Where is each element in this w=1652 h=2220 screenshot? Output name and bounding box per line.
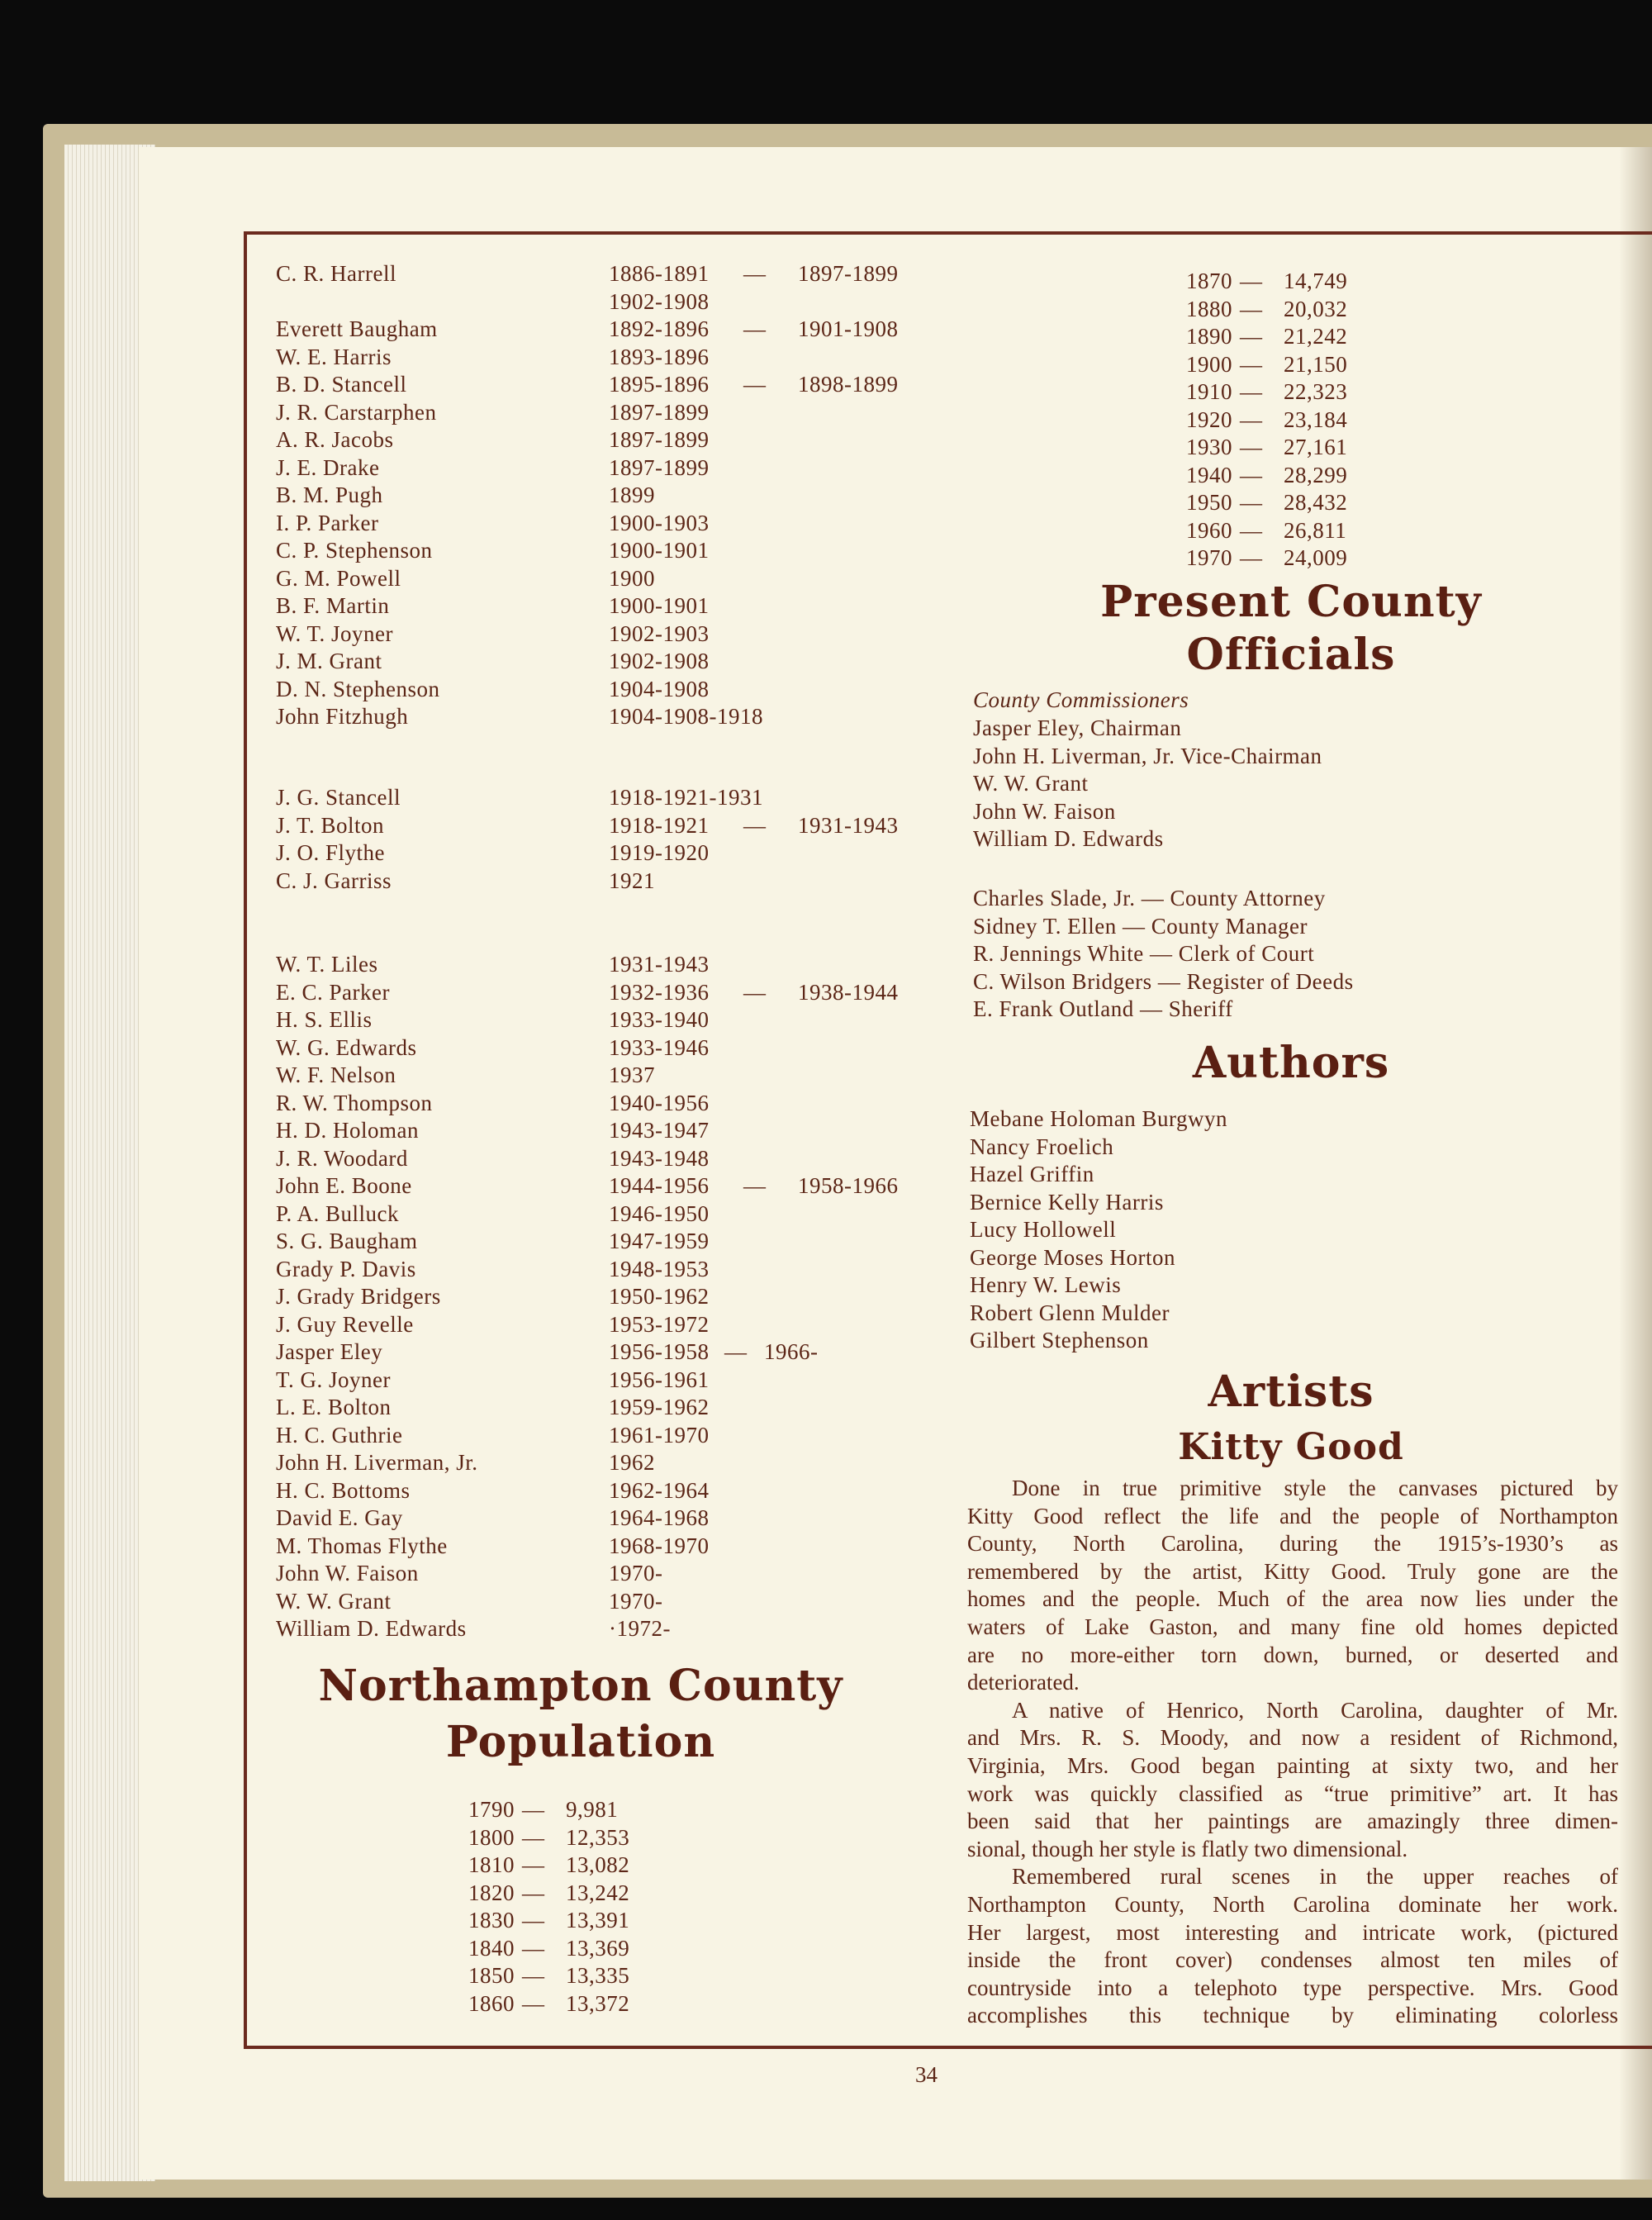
commissioner-name: G. M. Powell: [276, 565, 401, 591]
body-text-line: deteriorated.: [967, 1670, 1080, 1695]
commissioner-second-term: 1898-1899: [798, 372, 899, 397]
population-value: 22,323: [1284, 379, 1348, 404]
commissioner-name: H. S. Ellis: [276, 1007, 373, 1032]
commissioner-second-term: 1931-1943: [798, 812, 899, 838]
commissioner-term: 1970-: [609, 1561, 663, 1585]
population-dash: —: [1240, 296, 1263, 321]
artist-name-heading: Kitty Good: [1178, 1426, 1404, 1468]
population-year: 1810: [468, 1852, 515, 1877]
commissioner-term: 1904-1908: [609, 676, 710, 701]
commissioner-term: 1931-1943: [609, 952, 710, 977]
county-official: C. Wilson Bridgers — Register of Deeds: [973, 968, 1354, 994]
population-dash: —: [1240, 517, 1263, 543]
population-value: 26,811: [1284, 517, 1347, 543]
population-dash: —: [1240, 545, 1263, 570]
commissioner-name: C. R. Harrell: [276, 261, 396, 286]
commissioner-name: S. G. Baugham: [276, 1229, 418, 1253]
body-text-line: Remembered rural scenes in the upper reaches of: [1012, 1864, 1618, 1890]
body-text-line: County, North Carolina, during the 1915’s-1930’s as: [967, 1531, 1618, 1557]
body-text-line: Kitty Good reflect the life and the people of Northampton: [967, 1503, 1618, 1528]
commissioner-term: 1919-1920: [609, 840, 710, 865]
population-dash: —: [522, 1963, 545, 1988]
population-value: 13,391: [566, 1908, 630, 1932]
commissioner-name: W. T. Liles: [276, 952, 378, 977]
commissioner-second-term: 1966-: [764, 1339, 819, 1364]
commissioner-name: W. E. Harris: [276, 344, 392, 369]
body-text-line: homes and the people. Much of the area now lies under the: [967, 1586, 1618, 1612]
population-year: 1920: [1186, 406, 1232, 432]
population-year: 1930: [1186, 435, 1232, 459]
commissioner-term: 1962: [609, 1450, 655, 1475]
population-dash: —: [1240, 351, 1263, 377]
author-name: Henry W. Lewis: [970, 1272, 1122, 1297]
commissioner-term: 1900-1901: [609, 538, 710, 563]
population-dash: —: [1240, 406, 1263, 432]
commissioner-name: R. W. Thompson: [276, 1090, 433, 1115]
commissioner-name: L. E. Bolton: [276, 1395, 392, 1419]
population-year: 1850: [468, 1963, 515, 1988]
commissioner-name: Jasper Eley: [276, 1339, 383, 1364]
commissioner-term: 1933-1946: [609, 1034, 710, 1060]
commissioner-term: 1918-1921: [609, 812, 710, 838]
commissioner-name: J. O. Flythe: [276, 840, 386, 865]
commissioner-name: David E. Gay: [276, 1505, 403, 1530]
population-dash: —: [1240, 324, 1263, 349]
population-value: 9,981: [566, 1797, 619, 1822]
population-value: 23,184: [1284, 406, 1348, 432]
body-text-line: Virginia, Mrs. Good began painting at sixty two, and her: [967, 1753, 1618, 1778]
population-year: 1890: [1186, 324, 1232, 349]
commissioner-official: W. W. Grant: [973, 771, 1089, 796]
commissioner-term: 1948-1953: [609, 1256, 710, 1281]
population-value: 13,369: [566, 1935, 630, 1961]
commissioner-name: H. C. Guthrie: [276, 1422, 403, 1448]
county-commissioners-label: County Commissioners: [973, 687, 1189, 712]
commissioner-name: B. M. Pugh: [276, 483, 383, 507]
commissioner-name: E. C. Parker: [276, 979, 390, 1005]
artists-title: Artists: [1208, 1367, 1374, 1417]
commissioner-term: 1943-1948: [609, 1145, 710, 1171]
population-year: 1790: [468, 1797, 515, 1822]
population-dash: —: [522, 1908, 545, 1932]
population-dash: —: [1240, 435, 1263, 459]
commissioner-term: 1964-1968: [609, 1505, 710, 1530]
commissioner-term: 1900-1903: [609, 510, 710, 535]
county-official: E. Frank Outland — Sheriff: [973, 996, 1233, 1021]
commissioner-name: J. M. Grant: [276, 649, 382, 673]
commissioner-term: 1897-1899: [609, 427, 710, 452]
commissioner-name: I. P. Parker: [276, 510, 379, 535]
population-value: 28,299: [1284, 462, 1348, 487]
population-value: 21,150: [1284, 351, 1348, 377]
commissioner-name: B. F. Martin: [276, 593, 390, 618]
population-value: 21,242: [1284, 324, 1348, 349]
population-title-line1: Northampton County: [318, 1661, 843, 1711]
commissioner-term: 1895-1896: [609, 372, 710, 397]
population-value: 27,161: [1284, 435, 1348, 459]
commissioner-term: 1902-1908: [609, 288, 710, 314]
author-name: Gilbert Stephenson: [970, 1328, 1149, 1352]
commissioner-term: 1921: [609, 868, 655, 893]
commissioner-term: 1918-1921-1931: [609, 785, 763, 810]
body-text-line: inside the front cover) condenses almost ten miles of: [967, 1947, 1618, 1973]
term-separator-dash: —: [743, 261, 767, 286]
term-separator-dash: —: [743, 979, 767, 1005]
term-separator-dash: —: [724, 1339, 748, 1364]
officials-title-line1: Present County: [1100, 577, 1482, 627]
commissioner-name: J. Guy Revelle: [276, 1311, 414, 1337]
commissioner-name: J. T. Bolton: [276, 812, 385, 838]
commissioner-term: ·1972-: [609, 1616, 671, 1641]
commissioner-name: J. E. Drake: [276, 454, 380, 480]
population-year: 1880: [1186, 296, 1232, 321]
commissioner-name: J. G. Stancell: [276, 785, 401, 810]
body-text-line: are no more-either torn down, burned, or deserted and: [967, 1642, 1618, 1667]
commissioner-term: 1962-1964: [609, 1477, 710, 1503]
commissioner-term: 1970-: [609, 1588, 663, 1614]
population-dash: —: [522, 1880, 545, 1905]
commissioner-name: B. D. Stancell: [276, 372, 407, 397]
author-name: Bernice Kelly Harris: [970, 1189, 1164, 1215]
population-dash: —: [522, 1824, 545, 1850]
population-value: 13,242: [566, 1880, 630, 1905]
commissioner-term: 1900-1901: [609, 593, 710, 618]
population-year: 1950: [1186, 490, 1232, 515]
commissioner-name: H. C. Bottoms: [276, 1477, 411, 1503]
population-value: 24,009: [1284, 545, 1348, 570]
authors-title: Authors: [1192, 1038, 1390, 1088]
commissioner-term: 1933-1940: [609, 1007, 710, 1032]
author-name: Lucy Hollowell: [970, 1217, 1117, 1242]
population-title-line2: Population: [445, 1717, 716, 1767]
commissioner-name: Grady P. Davis: [276, 1256, 416, 1281]
commissioner-second-term: 1938-1944: [798, 979, 899, 1005]
commissioner-name: John H. Liverman, Jr.: [276, 1450, 478, 1475]
body-text-line: A native of Henrico, North Carolina, daughter of Mr.: [1012, 1697, 1618, 1723]
commissioner-name: John E. Boone: [276, 1173, 412, 1198]
commissioner-name: J. R. Carstarphen: [276, 399, 437, 425]
commissioner-name: C. P. Stephenson: [276, 538, 433, 563]
commissioner-term: 1899: [609, 483, 655, 507]
population-year: 1960: [1186, 517, 1232, 543]
body-text-line: waters of Lake Gaston, and many fine old homes depicted: [967, 1614, 1618, 1639]
commissioner-term: 1950-1962: [609, 1284, 710, 1309]
population-dash: —: [1240, 490, 1263, 515]
commissioner-term: 1956-1961: [609, 1367, 710, 1392]
population-value: 13,335: [566, 1963, 630, 1988]
commissioner-official: Jasper Eley, Chairman: [973, 715, 1182, 740]
commissioner-name: W. W. Grant: [276, 1588, 392, 1614]
term-separator-dash: —: [743, 372, 767, 397]
body-text-line: Her largest, most interesting and intricate work, (pictured: [967, 1919, 1618, 1945]
commissioner-term: 1947-1959: [609, 1229, 710, 1253]
commissioner-term: 1946-1950: [609, 1200, 710, 1226]
population-year: 1910: [1186, 379, 1232, 404]
population-year: 1970: [1186, 545, 1232, 570]
author-name: Mebane Holoman Burgwyn: [970, 1106, 1227, 1131]
body-text-line: been said that her paintings are amazingly three dimen-: [967, 1809, 1618, 1834]
population-year: 1800: [468, 1824, 515, 1850]
commissioner-term: 1892-1896: [609, 316, 710, 341]
commissioner-name: W. F. Nelson: [276, 1062, 396, 1087]
page-number: 34: [915, 2062, 938, 2087]
author-name: George Moses Horton: [970, 1244, 1175, 1270]
commissioner-name: John Fitzhugh: [276, 704, 409, 729]
population-year: 1900: [1186, 351, 1232, 377]
population-dash: —: [1240, 462, 1263, 487]
commissioner-term: 1953-1972: [609, 1311, 710, 1337]
commissioner-name: Everett Baugham: [276, 316, 438, 341]
officials-title-line2: Officials: [1186, 630, 1396, 680]
body-text-line: work was quickly classified as “true primitive” art. It has: [967, 1780, 1618, 1806]
body-text-line: and Mrs. R. S. Moody, and now a resident of Richmond,: [967, 1725, 1618, 1751]
population-year: 1940: [1186, 462, 1232, 487]
body-text-line: Done in true primitive style the canvases pictured by: [1012, 1476, 1618, 1500]
commissioner-term: 1959-1962: [609, 1395, 710, 1419]
term-separator-dash: —: [743, 1173, 767, 1198]
commissioner-second-term: 1897-1899: [798, 261, 899, 286]
commissioner-name: D. N. Stephenson: [276, 676, 440, 701]
commissioner-term: 1932-1936: [609, 979, 710, 1005]
commissioner-name: W. T. Joyner: [276, 620, 393, 646]
county-official: Charles Slade, Jr. — County Attorney: [973, 886, 1326, 910]
population-dash: —: [522, 1797, 545, 1822]
county-official: R. Jennings White — Clerk of Court: [973, 941, 1315, 966]
author-name: Hazel Griffin: [970, 1162, 1094, 1186]
population-year: 1860: [468, 1990, 515, 2016]
commissioner-term: 1968-1970: [609, 1533, 710, 1558]
population-value: 13,082: [566, 1852, 630, 1877]
commissioner-name: John W. Faison: [276, 1561, 419, 1585]
commissioner-name: C. J. Garriss: [276, 868, 392, 893]
body-text-line: Northampton County, North Carolina dominate her work.: [967, 1892, 1618, 1917]
body-text-line: remembered by the artist, Kitty Good. Truly gone are the: [967, 1558, 1618, 1584]
commissioner-official: John H. Liverman, Jr. Vice-Chairman: [973, 743, 1322, 768]
population-dash: —: [522, 1852, 545, 1877]
body-text-line: sional, though her style is flatly two dimensional.: [967, 1836, 1408, 1861]
commissioner-term: 1944-1956: [609, 1173, 710, 1198]
commissioner-term: 1893-1896: [609, 344, 710, 369]
population-year: 1840: [468, 1935, 515, 1961]
commissioner-name: J. Grady Bridgers: [276, 1284, 441, 1309]
commissioner-term: 1886-1891: [609, 261, 710, 286]
population-year: 1830: [468, 1908, 515, 1932]
commissioner-official: John W. Faison: [973, 798, 1116, 824]
commissioner-term: 1897-1899: [609, 399, 710, 425]
commissioner-term: 1956-1958: [609, 1339, 710, 1364]
commissioner-name: P. A. Bulluck: [276, 1200, 400, 1226]
population-dash: —: [522, 1990, 545, 2016]
population-value: 13,372: [566, 1990, 630, 2016]
population-dash: —: [1240, 269, 1263, 293]
population-value: 14,749: [1284, 269, 1348, 293]
commissioner-term: 1943-1947: [609, 1118, 710, 1143]
commissioner-term: 1937: [609, 1062, 655, 1087]
population-value: 20,032: [1284, 296, 1348, 321]
population-year: 1820: [468, 1880, 515, 1905]
commissioner-name: William D. Edwards: [276, 1616, 467, 1641]
county-official: Sidney T. Ellen — County Manager: [973, 913, 1308, 939]
commissioner-official: William D. Edwards: [973, 826, 1164, 851]
term-separator-dash: —: [743, 812, 767, 838]
population-dash: —: [522, 1935, 545, 1961]
body-text-line: countryside into a telephoto type perspective. Mrs. Good: [967, 1975, 1618, 2000]
population-dash: —: [1240, 379, 1263, 404]
commissioner-name: A. R. Jacobs: [276, 427, 394, 452]
commissioner-name: W. G. Edwards: [276, 1034, 417, 1060]
commissioner-term: 1902-1908: [609, 649, 710, 673]
term-separator-dash: —: [743, 316, 767, 341]
commissioner-second-term: 1958-1966: [798, 1173, 899, 1198]
commissioner-term: 1900: [609, 565, 655, 591]
commissioner-second-term: 1901-1908: [798, 316, 899, 341]
commissioner-name: J. R. Woodard: [276, 1145, 408, 1171]
commissioner-name: T. G. Joyner: [276, 1367, 391, 1392]
author-name: Robert Glenn Mulder: [970, 1300, 1170, 1325]
commissioner-term: 1961-1970: [609, 1422, 710, 1448]
population-value: 28,432: [1284, 490, 1348, 515]
population-value: 12,353: [566, 1824, 630, 1850]
commissioner-name: H. D. Holoman: [276, 1118, 419, 1143]
commissioner-term: 1904-1908-1918: [609, 704, 763, 729]
commissioner-term: 1940-1956: [609, 1090, 710, 1115]
commissioner-name: M. Thomas Flythe: [276, 1533, 448, 1558]
author-name: Nancy Froelich: [970, 1134, 1114, 1159]
commissioner-term: 1897-1899: [609, 454, 710, 480]
commissioner-term: 1902-1903: [609, 620, 710, 646]
population-year: 1870: [1186, 269, 1232, 293]
body-text-line: accomplishes this technique by eliminating colorless: [967, 2003, 1618, 2028]
